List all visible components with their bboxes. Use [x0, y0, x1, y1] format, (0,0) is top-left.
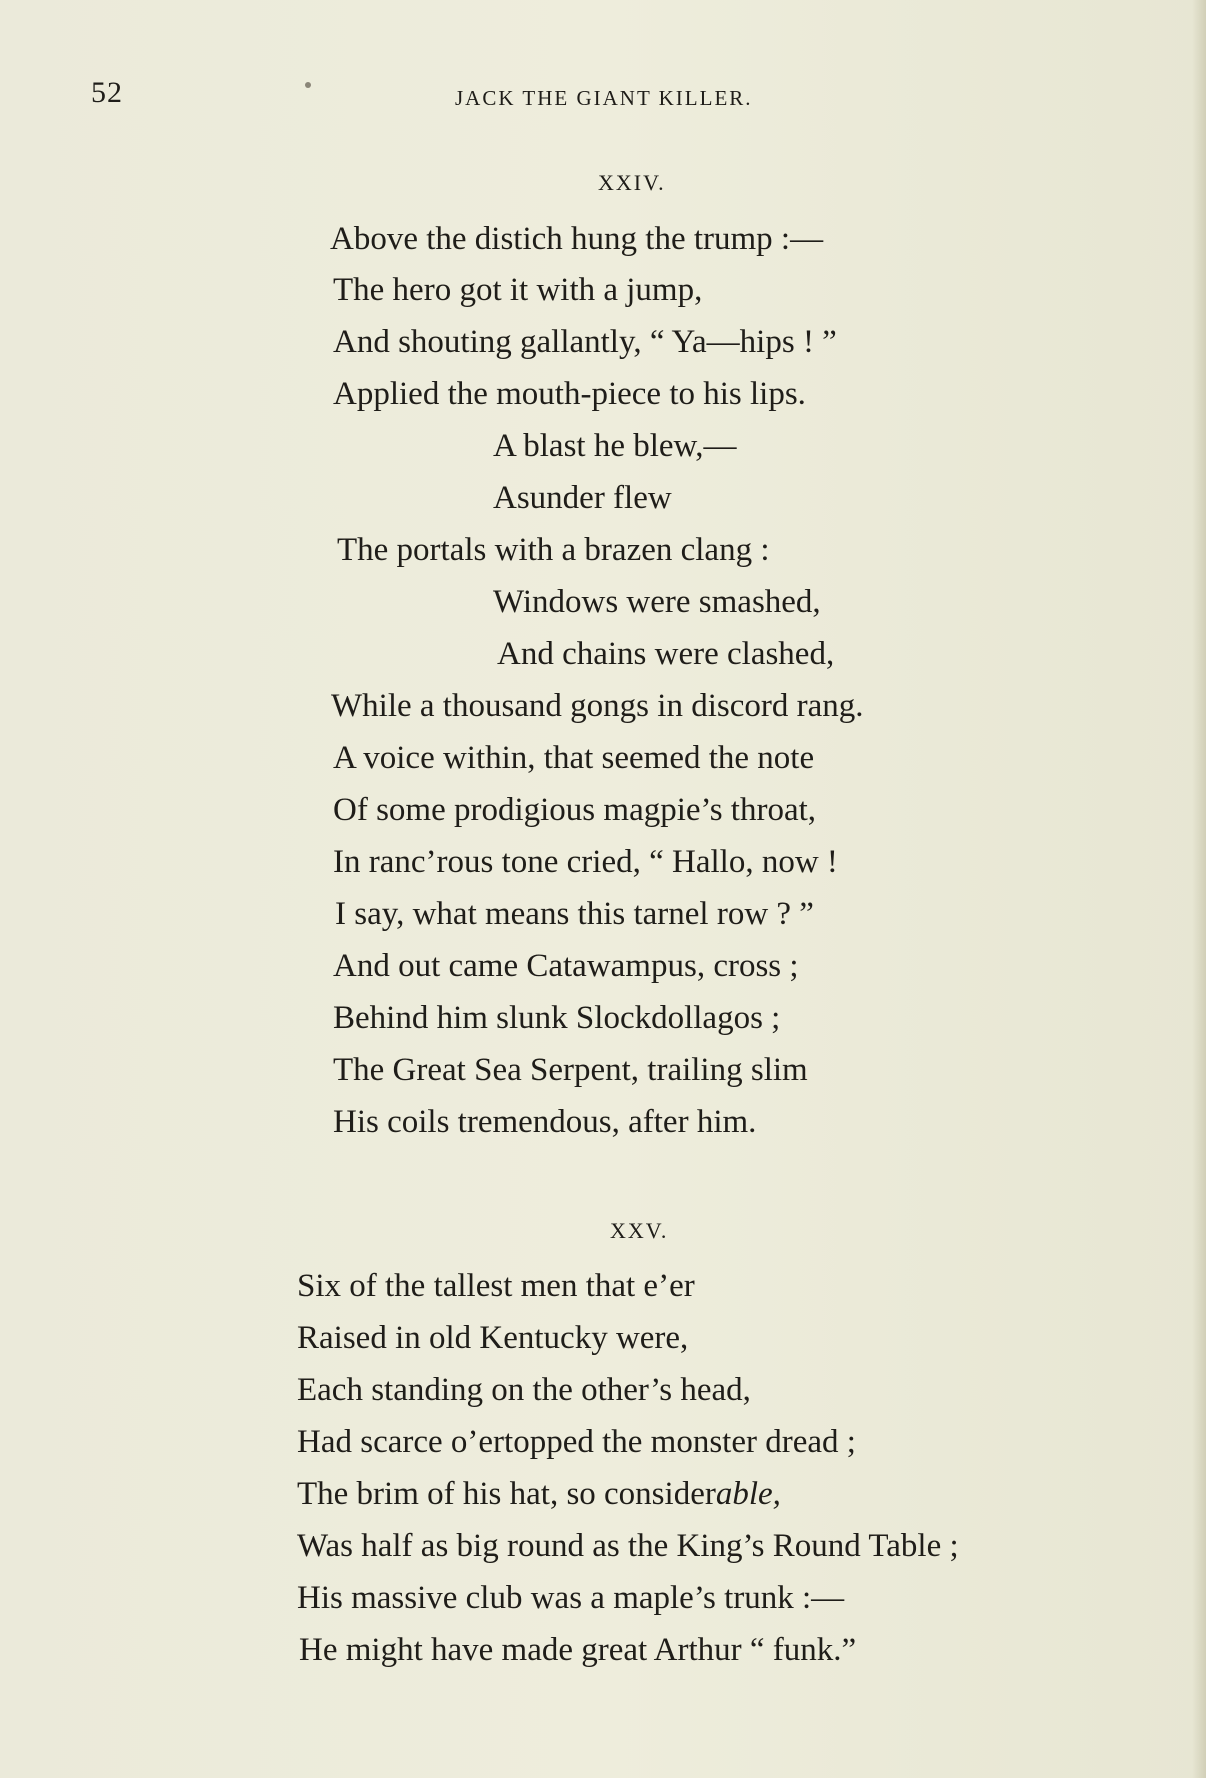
ink-speck [305, 82, 311, 88]
running-title: JACK THE GIANT KILLER. [455, 86, 753, 110]
italic-emphasis: able, [715, 1476, 781, 1512]
page-number: 52 [91, 76, 123, 109]
poem-line: Behind him slunk Slockdollagos ; [333, 1000, 781, 1036]
poem-line-text: The brim of his hat, so consider [297, 1476, 716, 1512]
poem-line: A voice within, that seemed the note [333, 740, 815, 776]
poem-line: A blast he blew,— [493, 428, 737, 464]
poem-line: The portals with a brazen clang : [337, 532, 770, 568]
poem-line: He might have made great Arthur “ funk.” [299, 1632, 857, 1668]
poem-line: Windows were smashed, [493, 584, 821, 620]
poem-line: Above the distich hung the trump :— [330, 221, 824, 257]
poem-line: His coils tremendous, after him. [333, 1104, 757, 1140]
page-edge-shadow [1192, 0, 1206, 1778]
poem-line: His massive club was a maple’s trunk :— [297, 1580, 845, 1616]
poem-line: Asunder flew [493, 480, 672, 516]
poem-line: Each standing on the other’s head, [297, 1372, 751, 1408]
stanza-number-24: XXIV. [598, 170, 666, 195]
poem-line: And chains were clashed, [497, 636, 835, 672]
poem-line: While a thousand gongs in discord rang. [331, 688, 864, 724]
poem-line: And shouting gallantly, “ Ya—hips ! ” [333, 324, 837, 360]
poem-line: Raised in old Kentucky were, [297, 1320, 689, 1356]
poem-line: The Great Sea Serpent, trailing slim [333, 1052, 808, 1088]
poem-line-with-italic [297, 1478, 781, 1511]
stanza-number-25: XXV. [610, 1218, 669, 1243]
poem-line: And out came Catawampus, cross ; [333, 948, 799, 984]
poem-line: Had scarce o’ertopped the monster dread ; [297, 1424, 856, 1460]
poem-line: Applied the mouth-piece to his lips. [333, 376, 806, 412]
poem-line: Of some prodigious magpie’s throat, [333, 792, 817, 828]
poem-line: The hero got it with a jump, [333, 272, 703, 308]
poem-line: Six of the tallest men that e’er [297, 1268, 695, 1304]
poem-line: Was half as big round as the King’s Round Table ; [297, 1528, 959, 1564]
poem-line: I say, what means this tarnel row ? ” [335, 896, 814, 932]
poem-line: In ranc’rous tone cried, “ Hallo, now ! [333, 844, 838, 880]
